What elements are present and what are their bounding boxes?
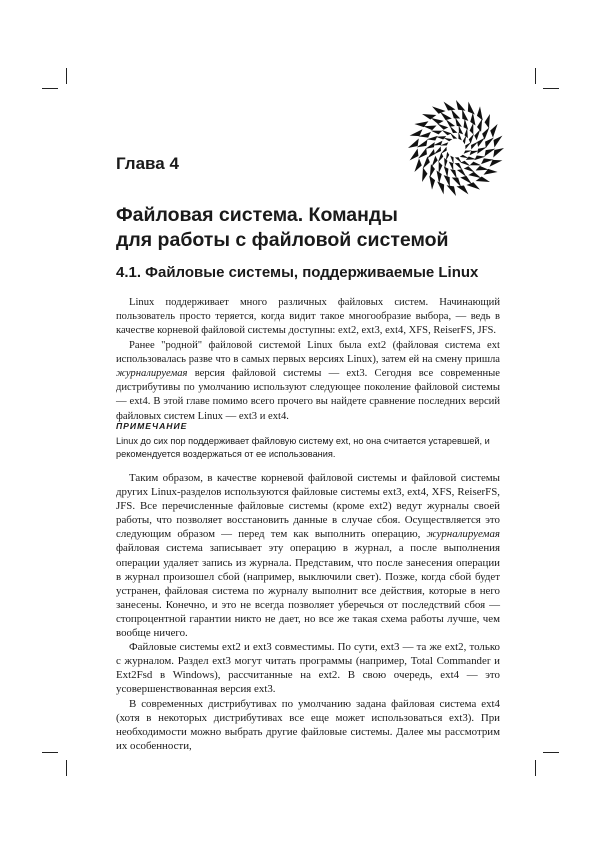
crop-mark-bottom-left-v xyxy=(66,760,67,776)
ornament-triangle xyxy=(450,133,457,139)
ornament-triangle xyxy=(456,100,465,111)
ornament-triangle xyxy=(444,158,447,168)
ornament-triangle xyxy=(464,166,475,172)
note-box xyxy=(116,421,500,460)
crop-mark-bottom-right-v xyxy=(535,760,536,776)
ornament-triangle xyxy=(477,119,482,132)
crop-mark-bottom-right-h xyxy=(543,752,559,753)
ornament-triangle xyxy=(446,119,455,127)
ornament-triangle xyxy=(470,123,474,135)
ornament-triangle xyxy=(447,185,456,196)
ornament-triangle xyxy=(440,112,452,120)
ornament-triangle xyxy=(422,114,436,119)
note-text: Linux до сих пор поддерживает файловую систему ext, но она считается устаревшей, и рекомендуется воздержаться от ее использования. xyxy=(116,436,490,459)
ornament-triangle xyxy=(432,106,446,113)
paragraph-text: В современных дистрибутивах по умолчанию задана файловая система ext4 (хотя в некоторых дистрибутивах все еще может использоваться ext3). При необходимости можно выбрать другие файловые системы. Далее мы рассмотрим их особенности, xyxy=(116,697,500,752)
ornament-triangle xyxy=(455,163,463,170)
ornament-triangle xyxy=(431,118,444,124)
ornament-triangle xyxy=(418,148,427,159)
paragraph-text: Файловые системы ext2 и ext3 совместимы. По сути, ext3 — та же ext2, только с журналом. Раздел ext3 могут читать программы (например, Total Commander и Ext2Fsd в Windows), рассчитанные на ext2. В свою очередь, ext4 — это усовершенствованная версия ext3. xyxy=(116,641,500,696)
emphasized-term: журналируемая xyxy=(426,528,500,541)
ornament-triangle xyxy=(438,153,443,163)
ornament-triangle xyxy=(446,152,449,161)
section-title: 4.1. Файловые системы, поддерживаемые Linux xyxy=(116,264,479,281)
ornament-triangle xyxy=(423,156,430,168)
ornament-triangle xyxy=(468,102,475,115)
ornament-triangle xyxy=(485,114,490,128)
paragraph xyxy=(116,697,500,753)
ornament-triangle xyxy=(442,130,452,135)
crop-mark-top-right-v xyxy=(535,68,536,84)
ornament-triangle xyxy=(444,175,450,187)
ornament-triangle xyxy=(455,117,462,126)
ornament-triangle xyxy=(493,148,504,157)
ornament-triangle xyxy=(494,136,503,148)
ornament-triangle xyxy=(485,137,494,148)
ornament-triangle xyxy=(460,155,469,158)
ornament-triangle xyxy=(414,158,421,172)
ornament-triangle xyxy=(443,138,452,141)
ornament-triangle xyxy=(437,182,444,195)
ornament-triangle xyxy=(468,172,481,178)
ornament-triangle xyxy=(476,177,490,182)
ornament-triangle xyxy=(441,147,447,154)
paragraph-text: версия файловой системы — ext3. Сегодня все современные дистрибутивы по умолчанию используют следующее поколение файловой системы — ext4. В этой главе помимо всего прочего вы найдете сравнение последних версий файловых систем Linux — ext3 и ext4. xyxy=(116,368,500,422)
chapter-title-line-1: Файловая система. Команды xyxy=(116,204,398,226)
ornament-triangle xyxy=(455,157,462,163)
paragraph-text: файловая система записывает эту операцию в журнал, а после выполнения операции удаляет запись из журнала. Представим, что после занесения операции в журнал произошел сбой (например, выключили свет). Позже, когда сбой будет устранен, файловая система по журналу выполнит все действия, которые в него занесены. Конечно, и это не всегда позволяет уберечься от последствий сбоя — стопроцентной гарантии никто не дает, но все же такая схема работы лучше, чем вообще ничего. xyxy=(116,542,500,640)
emphasized-term: журналируемая xyxy=(116,368,188,380)
ornament-triangle xyxy=(490,160,503,167)
paragraph xyxy=(116,339,500,424)
ornament-triangle xyxy=(427,149,435,158)
ornament-triangle xyxy=(475,166,488,171)
crop-mark-bottom-left-h xyxy=(42,752,58,753)
ornament-triangle xyxy=(457,186,469,195)
ornament-triangle xyxy=(461,161,471,166)
ornament-triangle xyxy=(460,176,472,184)
chapter-title-line-2: для работы с файловой системой xyxy=(116,229,449,251)
ornament-triangle xyxy=(429,176,435,190)
ornament-triangle xyxy=(439,162,443,174)
crop-mark-top-left-v xyxy=(66,68,67,84)
ornament-triangle xyxy=(465,142,471,149)
paragraph-text: Linux поддерживает много различных файловых систем. Начинающий пользователь просто теряется, когда видит такое многообразие выбора, — ведь в качестве корневой файловой системы доступны: ext2, ext3, ext4, XFS, ReiserFS, JFS. xyxy=(116,297,500,337)
paragraph xyxy=(116,471,500,640)
ornament-triangle xyxy=(452,177,461,187)
ornament-triangle xyxy=(422,168,427,182)
ornament-triangle xyxy=(410,149,419,161)
ornament-triangle xyxy=(450,126,458,133)
ornament-triangle xyxy=(444,102,456,111)
ornament-triangle xyxy=(470,162,482,166)
chapter-title xyxy=(116,203,516,253)
ornament-triangle xyxy=(437,124,448,130)
ornament-triangle xyxy=(434,147,441,155)
ornament-triangle xyxy=(423,126,436,131)
ornament-triangle xyxy=(477,138,485,147)
ornament-triangle xyxy=(436,136,446,139)
spiral-ornament-icon xyxy=(408,100,504,196)
ornament-triangle xyxy=(462,109,468,121)
ornament-triangle xyxy=(463,135,466,144)
ornament-triangle xyxy=(450,169,457,178)
main-text xyxy=(116,471,500,753)
ornament-triangle xyxy=(464,128,467,138)
chapter-label: Глава 4 xyxy=(116,154,179,173)
ornament-triangle xyxy=(431,131,443,135)
ornament-triangle xyxy=(477,106,483,120)
crop-mark-top-left-h xyxy=(42,88,58,89)
paragraph xyxy=(116,296,500,339)
ornament-triangle xyxy=(408,139,419,148)
ornament-triangle xyxy=(474,129,480,140)
paragraph xyxy=(116,640,500,696)
ornament-triangle xyxy=(482,127,489,139)
ornament-triangle xyxy=(410,129,423,136)
ornament-triangle xyxy=(466,182,480,189)
paragraph-text: Таким образом, в качестве корневой файловой системы и файловой системы других Linux-разделов используются файловые системы ext3, ext4, XFS, ReiserFS, JFS. Все перечисленные файловые системы (кроме ext2) ведут журналы своей работы, что позволяет восстановить данные в случае сбоя. Осуществляется это следующим образом — перед тем как выполнить операцию, xyxy=(116,472,500,541)
note-title: ПРИМЕЧАНИЕ xyxy=(116,421,188,431)
ornament-triangle xyxy=(490,124,497,138)
ornament-triangle xyxy=(432,156,438,167)
ornament-triangle xyxy=(471,142,478,150)
ornament-triangle xyxy=(469,134,474,144)
crop-mark-top-right-h xyxy=(543,88,559,89)
ornament-triangle xyxy=(457,169,466,177)
intro-text xyxy=(116,296,500,424)
ornament-triangle xyxy=(466,156,476,159)
ornament-triangle xyxy=(451,109,460,119)
paragraph-text: Ранее "родной" файловой системой Linux была ext2 (файловая система ext использовалась разве что в самых первых версиях Linux), затем ей на смену пришла xyxy=(116,339,500,365)
ornament-triangle xyxy=(430,164,435,177)
